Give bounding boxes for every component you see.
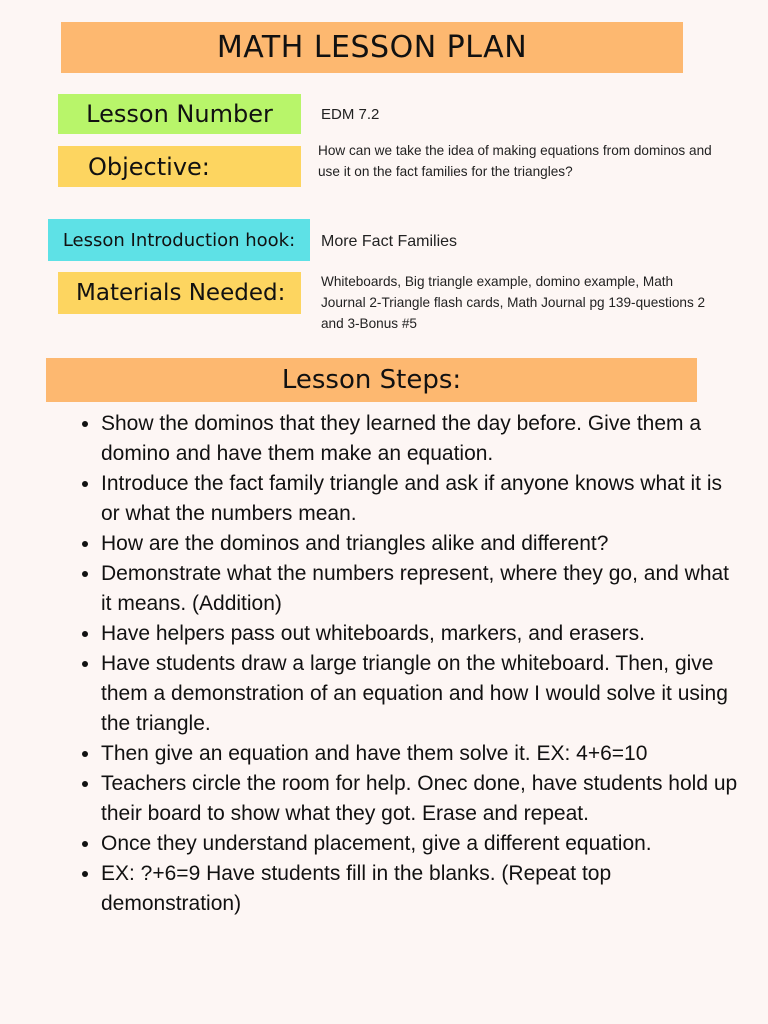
lesson-number-label: Lesson Number bbox=[58, 94, 301, 134]
list-item: • Once they understand placement, give a different equation. bbox=[101, 829, 741, 859]
materials-label: Materials Needed: bbox=[58, 272, 301, 314]
hook-value: More Fact Families bbox=[321, 233, 458, 250]
materials-value: Whiteboards, Big triangle example, domino example, Math Journal 2-Triangle flash cards, Math Journal pg 139-questions 2 and 3-Bonus #5 bbox=[321, 274, 706, 331]
objective-label: Objective: bbox=[58, 146, 301, 187]
steps-heading: Lesson Steps: bbox=[46, 358, 697, 402]
list-item: • Demonstrate what the numbers represent, where they go, and what it means. (Addition) bbox=[101, 559, 741, 619]
list-item: • Then give an equation and have them solve it. EX: 4+6=10 bbox=[101, 739, 741, 769]
list-item: • Have helpers pass out whiteboards, markers, and erasers. bbox=[101, 619, 741, 649]
objective-value: How can we take the idea of making equations from dominos and use it on the fact families for the triangles? bbox=[318, 143, 712, 179]
list-item: • How are the dominos and triangles alike and different? bbox=[101, 529, 741, 559]
list-item: • Show the dominos that they learned the day before. Give them a domino and have them make an equation. bbox=[101, 409, 741, 469]
steps-list bbox=[78, 409, 741, 919]
hook-label: Lesson Introduction hook: bbox=[48, 219, 310, 261]
list-item: • Have students draw a large triangle on the whiteboard. Then, give them a demonstration of an equation and how I would solve it using the triangle. bbox=[101, 649, 741, 739]
lesson-number-value: EDM 7.2 bbox=[321, 106, 380, 123]
list-item: • Introduce the fact family triangle and ask if anyone knows what it is or what the numbers mean. bbox=[101, 469, 741, 529]
list-item: • Teachers circle the room for help. Onec done, have students hold up their board to show what they got. Erase and repeat. bbox=[101, 769, 741, 829]
page-title: MATH LESSON PLAN bbox=[61, 22, 683, 73]
list-item: • EX: ?+6=9 Have students fill in the blanks. (Repeat top demonstration) bbox=[101, 859, 741, 919]
